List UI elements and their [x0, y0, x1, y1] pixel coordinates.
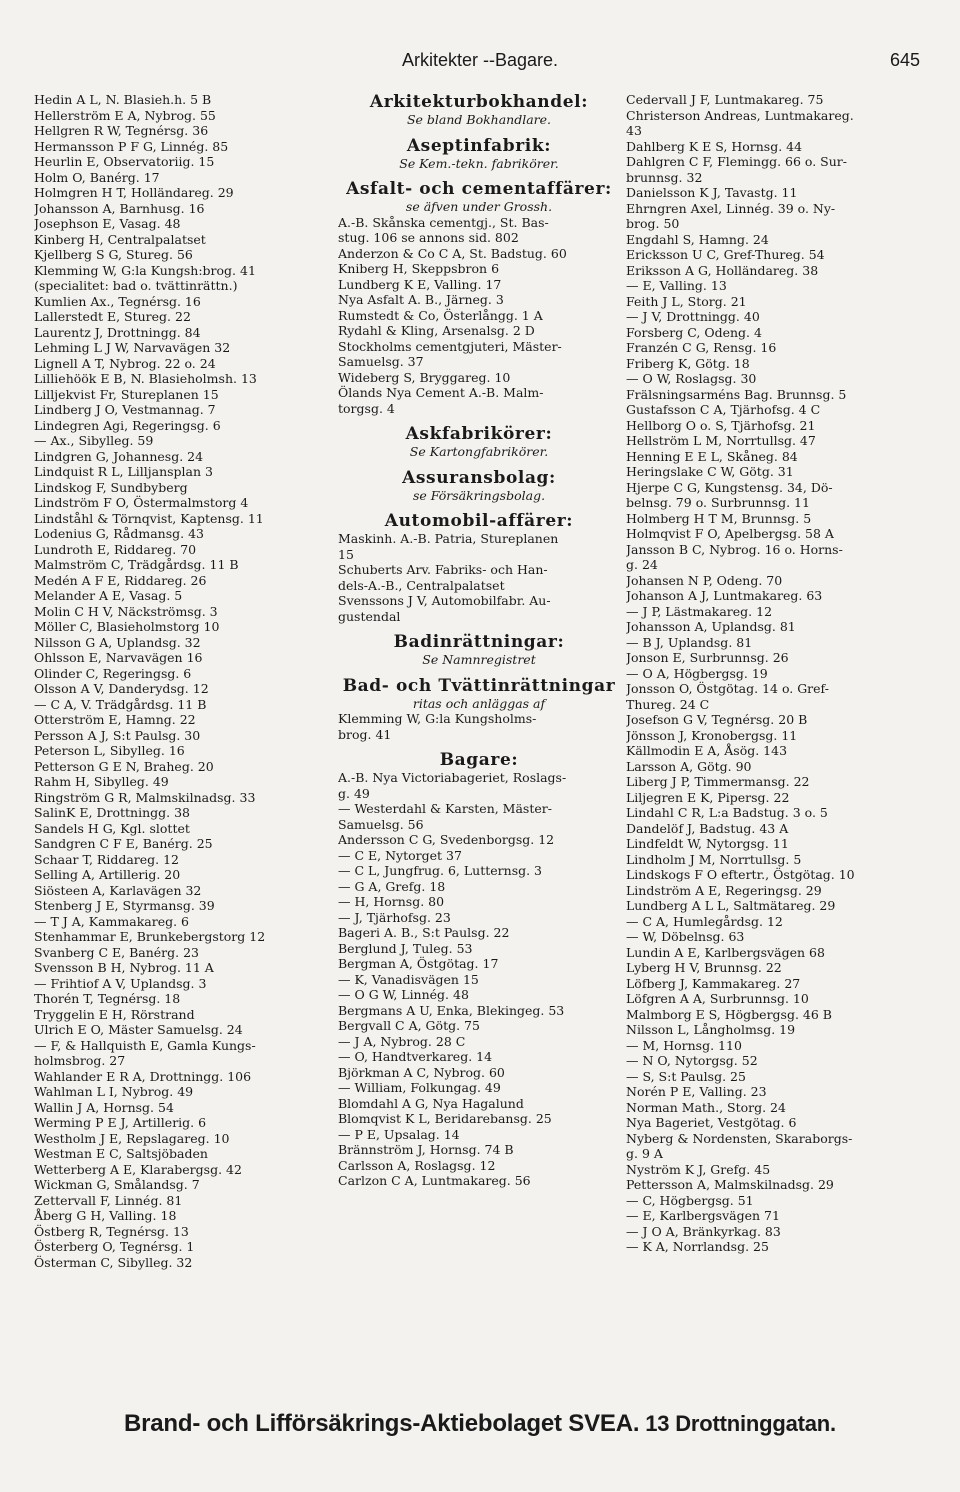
directory-entry: Nya Asfalt A. B., Järneg. 3: [338, 292, 504, 307]
directory-entry: Anderzon & Co C A, St. Badstug. 60: [338, 245, 567, 261]
directory-entry: Lallerstedt E, Stureg. 22: [34, 309, 191, 324]
directory-entry: Franzén C G, Rensg. 16: [626, 340, 777, 355]
directory-entry: Löfberg J, Kammakareg. 27: [626, 975, 801, 991]
directory-entry: — William, Folkungag. 49: [338, 1080, 501, 1095]
directory-entry: g. 24: [626, 557, 658, 572]
directory-entry: Jonsson O, Östgötag. 14 o. Gref-: [626, 681, 829, 696]
directory-entry: Heurlin E, Observatoriig. 15: [34, 154, 215, 169]
section-heading: Bagare:: [439, 750, 519, 770]
directory-entry: Rahm H, Sibylleg. 49: [34, 774, 169, 789]
directory-entry: — O W, Roslagsg. 30: [626, 371, 757, 386]
directory-entry: Thureg. 24 C: [626, 696, 710, 712]
directory-entry: brunnsg. 32: [626, 169, 703, 185]
directory-entry: g. 9 A: [626, 1146, 663, 1161]
directory-entry: Stockholms cementgjuteri, Mäster-: [338, 338, 562, 354]
directory-entry: Lindskog F, Sundbyberg: [34, 479, 188, 495]
directory-entry: — H, Hornsg. 80: [338, 894, 445, 909]
running-title: Arkitekter --Bagare.: [401, 50, 559, 70]
directory-entry: Kniberg H, Skeppsbron 6: [338, 261, 500, 276]
directory-entry: Josephson E, Vasag. 48: [34, 216, 181, 231]
directory-entry: Kumlien Ax., Tegnérsg. 16: [34, 293, 201, 309]
directory-entry: Carlzon C A, Luntmakareg. 56: [338, 1173, 531, 1188]
directory-entry: Hedin A L, N. Blasieh.h. 5 B: [34, 92, 212, 107]
directory-entry: Rydahl & Kling, Arsenalsg. 2 D: [338, 323, 535, 338]
directory-entry: holmsbrog. 27: [34, 1053, 126, 1068]
directory-entry: — C E, Nytorget 37: [338, 847, 462, 863]
left-column: [34, 92, 330, 1270]
directory-entry: Dahlberg K E S, Hornsg. 44: [626, 138, 803, 154]
directory-entry: — E, Valling. 13: [626, 278, 727, 293]
directory-entry: Persson A J, S:t Paulsg. 30: [34, 727, 201, 743]
directory-entry: Blomqvist K L, Beridarebansg. 25: [338, 1111, 552, 1126]
directory-entry: 43: [626, 123, 642, 138]
directory-entry: Sandels H G, Kgl. slottet: [34, 820, 190, 836]
directory-entry: Lilljekvist Fr, Stureplanen 15: [34, 386, 219, 402]
directory-entry: Lindholm J M, Norrtullsg. 5: [626, 851, 802, 867]
directory-entry: — T J A, Kammakareg. 6: [34, 913, 189, 929]
section-heading: Badinrättningar:: [393, 632, 565, 652]
section-heading: Bad- och Tvättinrättningar: [342, 675, 616, 696]
page-number: 645: [889, 50, 920, 70]
directory-entry: Ohlsson E, Narvavägen 16: [34, 650, 203, 665]
directory-entry: Åberg G H, Valling. 18: [34, 1208, 177, 1223]
directory-entry: Norén P E, Valling. 23: [626, 1084, 767, 1099]
directory-entry: Thorén T, Tegnérsg. 18: [34, 991, 181, 1006]
directory-entry: Heringslake C W, Götg. 31: [626, 464, 794, 479]
directory-entry: — C A, V. Trädgårdsg. 11 B: [34, 696, 207, 712]
directory-entry: Samuelsg. 37: [338, 354, 424, 369]
directory-entry: Frälsningsarméns Bag. Brunnsg. 5: [626, 386, 847, 402]
directory-entry: Möller C, Blasieholmstorg 10: [34, 619, 220, 634]
directory-entry: Andersson C G, Svedenborgsg. 12: [338, 832, 555, 847]
directory-entry: Lindström A E, Regeringsg. 29: [626, 882, 822, 898]
directory-entry: Lindgren G, Johannesg. 24: [34, 448, 204, 464]
directory-entry: Zettervall F, Linnég. 81: [34, 1192, 183, 1208]
directory-entry: Lindegren Agi, Regeringsg. 6: [34, 417, 221, 433]
directory-entry: — Frihtiof A V, Uplandsg. 3: [34, 975, 207, 991]
directory-entry: Klemming W, G:la Kungsholms-: [338, 711, 537, 726]
directory-entry: Holmqvist F O, Apelbergsg. 58 A: [626, 526, 834, 541]
directory-entry: Lindfeldt W, Nytorgsg. 11: [626, 836, 789, 851]
directory-entry: Ericksson U C, Gref-Thureg. 54: [626, 247, 825, 262]
directory-entry: A.-B. Nya Victoriabageriet, Roslags-: [338, 770, 567, 785]
directory-entry: Lehming L J W, Narvavägen 32: [34, 340, 231, 355]
directory-entry: Wahlander E R A, Drottningg. 106: [34, 1068, 252, 1084]
directory-entry: Friberg K, Götg. 18: [626, 355, 750, 371]
directory-entry: Östberg R, Tegnérsg. 13: [34, 1223, 189, 1239]
directory-entry: Maskinh. A.-B. Patria, Stureplanen: [338, 531, 559, 546]
directory-entry: Medén A F E, Riddareg. 26: [34, 572, 207, 588]
middle-column: [338, 92, 620, 1189]
directory-entry: — K A, Norrlandsg. 25: [626, 1239, 769, 1254]
directory-entry: Lundroth E, Riddareg. 70: [34, 541, 197, 557]
directory-entry: — M, Hornsg. 110: [626, 1037, 742, 1053]
section-reference: Se Namnregistret: [422, 652, 536, 667]
directory-entry: brog. 41: [338, 726, 392, 742]
directory-entry: — S, S:t Paulsg. 25: [626, 1068, 746, 1084]
directory-entry: — E, Karlbergsvägen 71: [626, 1208, 780, 1223]
section-heading: Asfalt- och cementaffärer:: [346, 179, 612, 199]
directory-entry: — J P, Lästmakareg. 12: [626, 603, 773, 619]
directory-entry: — J O A, Bränkyrkag. 83: [626, 1223, 781, 1239]
directory-entry: Holmgren H T, Holländareg. 29: [34, 185, 234, 200]
directory-entry: gustendal: [338, 608, 401, 624]
directory-entry: Hellerström E A, Nybrog. 55: [34, 107, 216, 123]
directory-entry: Danielsson K J, Tavastg. 11: [626, 185, 798, 200]
section-reference: Se Kartongfabrikörer.: [409, 444, 549, 459]
directory-entry: Österberg O, Tegnérsg. 1: [34, 1239, 195, 1254]
directory-entry: Kjellberg S G, Stureg. 56: [34, 247, 193, 262]
directory-entry: Johansen N P, Odeng. 70: [626, 572, 783, 588]
directory-entry: Olsson A V, Danderydsg. 12: [34, 681, 209, 696]
directory-entry: Malmborg E S, Högbergsg. 46 B: [626, 1006, 832, 1022]
directory-entry: Lodenius G, Rådmansg. 43: [34, 526, 204, 541]
directory-entry: Nya Bageriet, Vestgötag. 6: [626, 1115, 797, 1130]
directory-entry: g. 49: [338, 785, 370, 801]
section-reference: Se Kem.-tekn. fabrikörer.: [399, 155, 559, 171]
directory-entry: — F, & Hallquisth E, Gamla Kungs-: [34, 1037, 256, 1053]
directory-entry: Hellström L M, Norrtullsg. 47: [626, 433, 816, 448]
directory-entry: Lindahl C R, L:a Badstug. 3 o. 5: [626, 805, 828, 820]
directory-entry: Hellgren R W, Tegnérsg. 36: [34, 123, 209, 138]
directory-entry: Molin C H V, Näckströmsg. 3: [34, 603, 218, 619]
directory-entry: Liljegren E K, Pipersg. 22: [626, 789, 790, 805]
footer-address: 13 Drottninggatan.: [645, 1411, 836, 1436]
directory-entry: Lindståhl & Törnqvist, Kaptensg. 11: [34, 510, 264, 526]
directory-entry: Westman E C, Saltsjöbaden: [34, 1146, 208, 1161]
directory-entry: — K, Vanadisvägen 15: [338, 971, 479, 987]
section-heading: Arkitekturbokhandel:: [369, 92, 589, 112]
directory-entry: Österman C, Sibylleg. 32: [34, 1254, 193, 1270]
directory-entry: Lilliehöök E B, N. Blasieholmsh. 13: [34, 371, 257, 386]
directory-entry: Johansson A, Uplandsg. 81: [626, 619, 796, 634]
directory-entry: Cedervall J F, Luntmakareg. 75: [626, 92, 824, 107]
directory-entry: Forsberg C, Odeng. 4: [626, 324, 762, 340]
directory-entry: Eriksson A G, Holländareg. 38: [626, 262, 819, 278]
section-heading: Askfabrikörer:: [405, 424, 553, 444]
directory-entry: 15: [338, 546, 354, 562]
directory-entry: Wahlman L I, Nybrog. 49: [34, 1084, 194, 1099]
directory-entry: Ölands Nya Cement A.-B. Malm-: [338, 385, 544, 400]
directory-entry: — G A, Grefg. 18: [338, 878, 446, 894]
directory-entry: Hermansson P F G, Linnég. 85: [34, 138, 229, 154]
footer-advertisement: [0, 1410, 960, 1438]
directory-entry: Källmodin E A, Åsög. 143: [626, 743, 788, 758]
directory-entry: Gustafsson C A, Tjärhofsg. 4 C: [626, 402, 821, 417]
directory-entry: — J V, Drottningg. 40: [626, 309, 760, 324]
directory-entry: Larsson A, Götg. 90: [626, 758, 752, 774]
directory-entry: — J A, Nybrog. 28 C: [338, 1033, 466, 1049]
directory-entry: A.-B. Skånska cementgj., St. Bas-: [338, 214, 549, 230]
directory-entry: Nyström K J, Grefg. 45: [626, 1161, 771, 1177]
directory-entry: Jansson B C, Nybrog. 16 o. Horns-: [626, 541, 843, 557]
directory-entry: Tryggelin E H, Rörstrand: [34, 1006, 195, 1022]
directory-entry: Peterson L, Sibylleg. 16: [34, 743, 185, 758]
section-reference: ritas och anläggas af: [412, 695, 546, 711]
directory-entry: Siösteen A, Karlavägen 32: [34, 882, 202, 898]
directory-entry: Nyberg & Nordensten, Skaraborgs-: [626, 1130, 853, 1146]
directory-entry: Jonson E, Surbrunnsg. 26: [626, 650, 789, 665]
directory-entry: Samuelsg. 56: [338, 816, 424, 832]
section-reference: se Försäkringsbolag.: [412, 487, 546, 503]
directory-entry: Blomdahl A G, Nya Hagalund: [338, 1095, 524, 1111]
directory-entry: Lignell A T, Nybrog. 22 o. 24: [34, 355, 216, 371]
directory-entry: Hellborg O o. S, Tjärhofsg. 21: [626, 417, 816, 433]
directory-entry: Lindskogs F O eftertr., Östgötag. 10: [626, 867, 855, 882]
directory-entry: Selling A, Artillerig. 20: [34, 867, 181, 882]
directory-entry: Ulrich E O, Mäster Samuelsg. 24: [34, 1022, 243, 1037]
directory-entry: — P E, Upsalag. 14: [338, 1126, 460, 1142]
directory-entry: Lundberg K E, Valling. 17: [338, 276, 502, 292]
directory-entry: Nilsson L, Långholmsg. 19: [626, 1022, 796, 1037]
directory-entry: — O G W, Linnég. 48: [338, 987, 469, 1002]
directory-entry: — N O, Nytorgsg. 52: [626, 1053, 758, 1068]
directory-entry: Henning E E L, Skåneg. 84: [626, 448, 798, 464]
directory-entry: Ehrngren Axel, Linnég. 39 o. Ny-: [626, 200, 836, 216]
directory-entry: SalinK E, Drottningg. 38: [34, 805, 190, 820]
directory-entry: Kinberg H, Centralpalatset: [34, 231, 206, 247]
directory-entry: brog. 50: [626, 216, 680, 231]
directory-entry: Melander A E, Vasag. 5: [34, 588, 183, 603]
section-reference: Se bland Bokhandlare.: [406, 112, 552, 127]
directory-entry: Wickman G, Smålandsg. 7: [34, 1177, 200, 1192]
directory-entry: Engdahl S, Hamng. 24: [626, 231, 769, 247]
directory-entry: — J, Tjärhofsg. 23: [338, 909, 451, 925]
directory-entry: Otterström E, Hamng. 22: [34, 712, 196, 727]
directory-entry: Brännström J, Hornsg. 74 B: [338, 1142, 514, 1157]
directory-entry: — B J, Uplandsg. 81: [626, 634, 753, 650]
directory-entry: Bageri A. B., S:t Paulsg. 22: [338, 925, 510, 940]
directory-entry: Josefson G V, Tegnérsg. 20 B: [626, 712, 808, 727]
directory-entry: Rumstedt & Co, Österlångg. 1 A: [338, 307, 543, 323]
right-column: [626, 92, 926, 1255]
directory-entry: Johansson A, Barnhusg. 16: [34, 200, 205, 216]
directory-entry: Stenberg J E, Styrmansg. 39: [34, 898, 215, 913]
directory-entry: Löfgren A A, Surbrunnsg. 10: [626, 991, 809, 1006]
directory-entry: Laurentz J, Drottningg. 84: [34, 324, 201, 340]
section-reference: se äfven under Grossh.: [405, 199, 553, 214]
directory-entry: Bergmans A U, Enka, Blekingeg. 53: [338, 1002, 565, 1018]
directory-entry: Lundberg A L L, Saltmätareg. 29: [626, 898, 836, 913]
page-header: [0, 50, 960, 80]
directory-entry: Jönsson J, Kronobergsg. 11: [626, 727, 798, 743]
directory-entry: Pettersson A, Malmskilnadsg. 29: [626, 1177, 834, 1192]
directory-entry: — C A, Humlegårdsg. 12: [626, 913, 783, 929]
directory-entry: Svenssons J V, Automobilfabr. Au-: [338, 593, 551, 608]
directory-entry: Christerson Andreas, Luntmakareg.: [626, 107, 854, 123]
directory-entry: — Westerdahl & Karsten, Mäster-: [338, 801, 552, 816]
directory-entry: Westholm J E, Repslagareg. 10: [34, 1130, 230, 1146]
directory-entry: Svensson B H, Nybrog. 11 A: [34, 960, 214, 975]
directory-entry: Stenhammar E, Brunkebergstorg 12: [34, 929, 266, 944]
directory-entry: Wetterberg A E, Klarabergsg. 42: [34, 1161, 242, 1177]
directory-entry: Lindquist R L, Lilljansplan 3: [34, 464, 213, 479]
directory-entry: Klemming W, G:la Kungsh:brog. 41: [34, 262, 256, 278]
directory-entry: — O, Handtverkareg. 14: [338, 1049, 493, 1064]
directory-entry: Schaar T, Riddareg. 12: [34, 851, 180, 867]
directory-entry: Björkman A C, Nybrog. 60: [338, 1064, 505, 1080]
directory-entry: Johanson A J, Luntmakareg. 63: [626, 588, 823, 603]
directory-entry: — W, Döbelnsg. 63: [626, 929, 745, 944]
directory-entry: — O A, Högbergsg. 19: [626, 665, 768, 681]
section-heading: Aseptinfabrik:: [406, 135, 552, 156]
directory-entry: Lyberg H V, Brunnsg. 22: [626, 960, 782, 975]
directory-entry: — C, Högbergsg. 51: [626, 1192, 754, 1208]
directory-entry: Bergman A, Östgötag. 17: [338, 956, 499, 971]
directory-entry: Schuberts Arv. Fabriks- och Han-: [338, 562, 548, 577]
directory-entry: Berglund J, Tuleg. 53: [338, 940, 473, 956]
directory-entry: Lindberg J O, Vestmannag. 7: [34, 402, 216, 417]
directory-entry: Lindström F O, Östermalmstorg 4: [34, 495, 249, 510]
directory-entry: Holmberg H T M, Brunnsg. 5: [626, 510, 812, 526]
section-heading: Automobil-affärer:: [384, 511, 574, 531]
directory-entry: Feith J L, Storg. 21: [626, 293, 747, 309]
directory-entry: — C L, Jungfrug. 6, Lutternsg. 3: [338, 863, 543, 878]
directory-entry: belnsg. 79 o. Surbrunnsg. 11: [626, 495, 810, 510]
directory-entry: Werming P E J, Artillerig. 6: [34, 1115, 207, 1130]
directory-entry: Sandgren C F E, Banérg. 25: [34, 836, 213, 851]
directory-entry: Nilsson G A, Uplandsg. 32: [34, 634, 201, 650]
footer-brand: Brand- och Lifförsäkrings-Aktiebolaget SVEA.: [124, 1410, 640, 1437]
directory-entry: Norman Math., Storg. 24: [626, 1099, 786, 1115]
directory-entry: Svanberg C E, Banérg. 23: [34, 944, 200, 960]
directory-entry: Holm O, Banérg. 17: [34, 169, 160, 185]
directory-entry: Wallin J A, Hornsg. 54: [34, 1099, 174, 1115]
directory-entry: Liberg J P, Timmermansg. 22: [626, 774, 810, 789]
directory-entry: Olinder C, Regeringsg. 6: [34, 665, 192, 681]
directory-entry: torgsg. 4: [338, 400, 395, 416]
directory-entry: Dahlgren C F, Flemingg. 66 o. Sur-: [626, 154, 847, 169]
directory-entry: Petterson G E N, Braheg. 20: [34, 758, 214, 774]
directory-entry: Lundin A E, Karlbergsvägen 68: [626, 944, 825, 960]
directory-entry: Carlsson A, Roslagsg. 12: [338, 1157, 496, 1173]
directory-entry: Hjerpe C G, Kungstensg. 34, Dö-: [626, 479, 833, 495]
directory-entry: dels-A.-B., Centralpalatset: [338, 577, 505, 593]
directory-entry: stug. 106 se annons sid. 802: [338, 230, 519, 245]
directory-entry: Ringström G R, Malmskilnadsg. 33: [34, 789, 256, 805]
directory-entry: Malmström C, Trädgårdsg. 11 B: [34, 557, 239, 572]
section-heading: Assuransbolag:: [402, 467, 556, 488]
directory-entry: Bergvall C A, Götg. 75: [338, 1018, 480, 1033]
directory-entry: — Ax., Sibylleg. 59: [34, 433, 154, 448]
directory-entry: (specialitet: bad o. tvättinrättn.): [34, 278, 238, 293]
directory-entry: Dandelöf J, Badstug. 43 A: [626, 820, 789, 836]
directory-entry: Wideberg S, Bryggareg. 10: [338, 369, 511, 385]
